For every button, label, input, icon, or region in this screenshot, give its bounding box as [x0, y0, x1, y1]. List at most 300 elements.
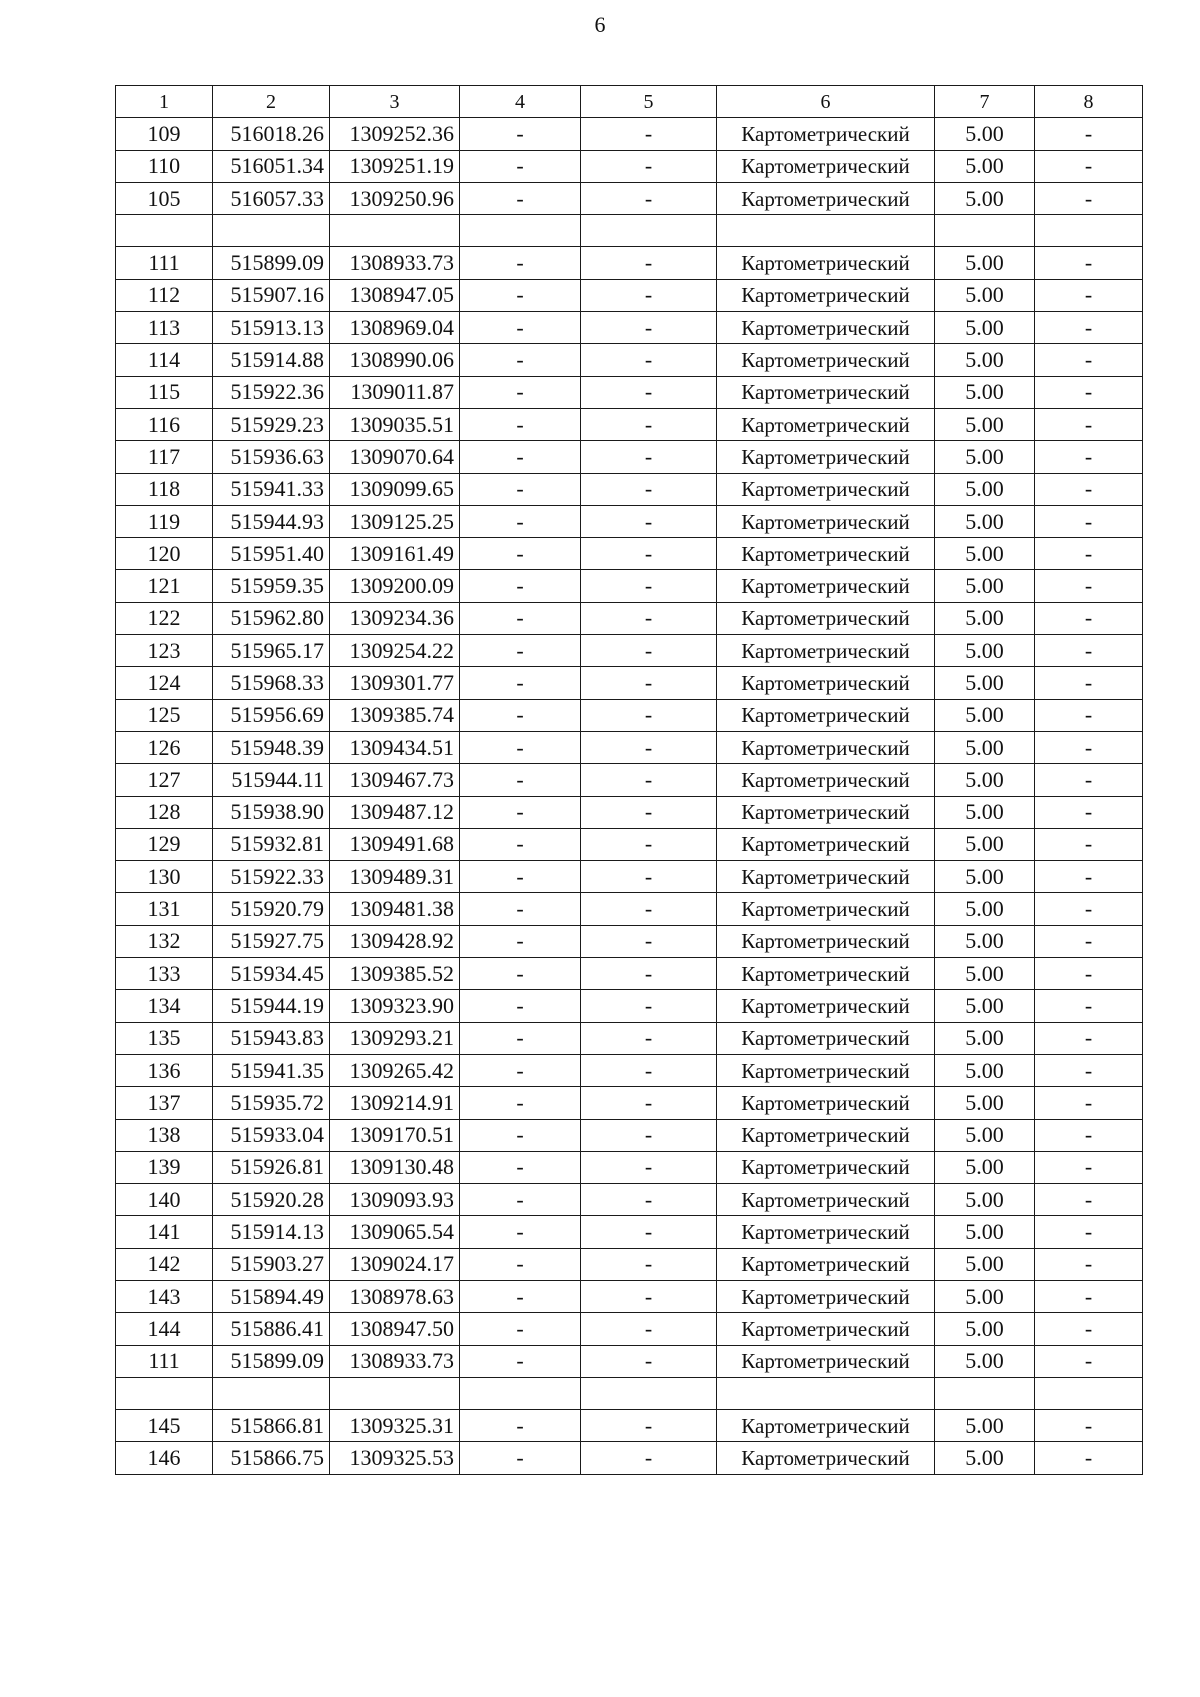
accuracy-cell: 5.00	[935, 344, 1035, 376]
column-8-cell: -	[1035, 344, 1143, 376]
column-5-cell: -	[581, 796, 717, 828]
accuracy-cell: 5.00	[935, 118, 1035, 150]
point-number-cell: 114	[116, 344, 213, 376]
y-coordinate-cell: 1308933.73	[330, 1345, 460, 1377]
method-cell: Картометрический	[717, 182, 935, 214]
table-row	[116, 408, 1143, 440]
column-5-cell: -	[581, 441, 717, 473]
column-5-cell: -	[581, 1022, 717, 1054]
y-coordinate-cell: 1309234.36	[330, 602, 460, 634]
accuracy-cell: 5.00	[935, 1022, 1035, 1054]
x-coordinate-cell: 515886.41	[213, 1313, 330, 1345]
method-cell: Картометрический	[717, 279, 935, 311]
y-coordinate-cell: 1309434.51	[330, 731, 460, 763]
column-8-cell: -	[1035, 150, 1143, 182]
method-cell: Картометрический	[717, 247, 935, 279]
y-coordinate-cell: 1308978.63	[330, 1280, 460, 1312]
method-cell: Картометрический	[717, 118, 935, 150]
point-number-cell: 130	[116, 861, 213, 893]
y-coordinate-cell: 1309170.51	[330, 1119, 460, 1151]
column-5-cell: -	[581, 1184, 717, 1216]
method-cell	[717, 215, 935, 247]
y-coordinate-cell	[330, 215, 460, 247]
point-number-cell	[116, 215, 213, 247]
method-cell: Картометрический	[717, 958, 935, 990]
column-4-cell: -	[460, 861, 581, 893]
x-coordinate-cell: 516018.26	[213, 118, 330, 150]
x-coordinate-cell: 515962.80	[213, 602, 330, 634]
y-coordinate-cell: 1309293.21	[330, 1022, 460, 1054]
x-coordinate-cell: 516051.34	[213, 150, 330, 182]
table-row	[116, 699, 1143, 731]
table-row	[116, 1345, 1143, 1377]
column-8-cell: -	[1035, 958, 1143, 990]
column-4-cell: -	[460, 1054, 581, 1086]
point-number-cell: 141	[116, 1216, 213, 1248]
method-cell: Картометрический	[717, 441, 935, 473]
point-number-cell: 116	[116, 408, 213, 440]
column-4-cell: -	[460, 828, 581, 860]
table-row	[116, 376, 1143, 408]
method-cell: Картометрический	[717, 1442, 935, 1474]
column-4-cell: -	[460, 925, 581, 957]
column-8-cell: -	[1035, 1280, 1143, 1312]
table-row	[116, 635, 1143, 667]
point-number-cell: 146	[116, 1442, 213, 1474]
column-4-cell: -	[460, 1280, 581, 1312]
accuracy-cell: 5.00	[935, 1216, 1035, 1248]
method-cell: Картометрический	[717, 1216, 935, 1248]
accuracy-cell: 5.00	[935, 1442, 1035, 1474]
column-5-cell: -	[581, 990, 717, 1022]
x-coordinate-cell: 515932.81	[213, 828, 330, 860]
column-8-cell: -	[1035, 473, 1143, 505]
column-5-cell: -	[581, 150, 717, 182]
accuracy-cell: 5.00	[935, 312, 1035, 344]
method-cell	[717, 1377, 935, 1409]
accuracy-cell: 5.00	[935, 441, 1035, 473]
y-coordinate-cell: 1309265.42	[330, 1054, 460, 1086]
method-cell: Картометрический	[717, 408, 935, 440]
column-5-cell: -	[581, 408, 717, 440]
column-4-cell: -	[460, 958, 581, 990]
y-coordinate-cell: 1309385.52	[330, 958, 460, 990]
column-5-cell: -	[581, 958, 717, 990]
table-row	[116, 1377, 1143, 1409]
accuracy-cell: 5.00	[935, 473, 1035, 505]
point-number-cell: 105	[116, 182, 213, 214]
table-row	[116, 925, 1143, 957]
column-4-cell: -	[460, 473, 581, 505]
column-5-cell: -	[581, 667, 717, 699]
x-coordinate-cell: 516057.33	[213, 182, 330, 214]
table-body	[116, 118, 1143, 1474]
x-coordinate-cell: 515922.36	[213, 376, 330, 408]
table-row	[116, 441, 1143, 473]
point-number-cell: 128	[116, 796, 213, 828]
table-row	[116, 1442, 1143, 1474]
y-coordinate-cell: 1309099.65	[330, 473, 460, 505]
column-4-cell: -	[460, 1442, 581, 1474]
method-cell: Картометрический	[717, 635, 935, 667]
column-4-cell: -	[460, 441, 581, 473]
x-coordinate-cell: 515938.90	[213, 796, 330, 828]
column-5-cell: -	[581, 570, 717, 602]
column-5-cell: -	[581, 1087, 717, 1119]
y-coordinate-cell: 1309250.96	[330, 182, 460, 214]
y-coordinate-cell: 1309024.17	[330, 1248, 460, 1280]
point-number-cell: 126	[116, 731, 213, 763]
column-5-cell: -	[581, 118, 717, 150]
column-8-cell: -	[1035, 1119, 1143, 1151]
column-4-cell: -	[460, 635, 581, 667]
method-cell: Картометрический	[717, 344, 935, 376]
column-4-cell: -	[460, 312, 581, 344]
method-cell: Картометрический	[717, 731, 935, 763]
x-coordinate-cell: 515941.35	[213, 1054, 330, 1086]
column-5-cell: -	[581, 344, 717, 376]
x-coordinate-cell: 515936.63	[213, 441, 330, 473]
accuracy-cell: 5.00	[935, 1410, 1035, 1442]
column-4-cell: -	[460, 1022, 581, 1054]
table-row	[116, 505, 1143, 537]
accuracy-cell: 5.00	[935, 635, 1035, 667]
accuracy-cell: 5.00	[935, 828, 1035, 860]
method-cell: Картометрический	[717, 1248, 935, 1280]
point-number-cell: 133	[116, 958, 213, 990]
method-cell: Картометрический	[717, 473, 935, 505]
column-5-cell: -	[581, 602, 717, 634]
table-row	[116, 1184, 1143, 1216]
column-8-cell: -	[1035, 796, 1143, 828]
table-row	[116, 344, 1143, 376]
column-8-cell: -	[1035, 408, 1143, 440]
column-5-cell: -	[581, 1248, 717, 1280]
table-row	[116, 958, 1143, 990]
accuracy-cell: 5.00	[935, 796, 1035, 828]
y-coordinate-cell: 1309467.73	[330, 764, 460, 796]
point-number-cell: 138	[116, 1119, 213, 1151]
column-header: 5	[581, 86, 717, 118]
table-row	[116, 1022, 1143, 1054]
table-row	[116, 667, 1143, 699]
x-coordinate-cell: 515959.35	[213, 570, 330, 602]
y-coordinate-cell: 1309428.92	[330, 925, 460, 957]
x-coordinate-cell: 515935.72	[213, 1087, 330, 1119]
point-number-cell: 115	[116, 376, 213, 408]
method-cell: Картометрический	[717, 570, 935, 602]
point-number-cell: 137	[116, 1087, 213, 1119]
table-row	[116, 312, 1143, 344]
method-cell: Картометрический	[717, 376, 935, 408]
table-row	[116, 1054, 1143, 1086]
column-5-cell: -	[581, 247, 717, 279]
accuracy-cell: 5.00	[935, 1151, 1035, 1183]
y-coordinate-cell: 1309200.09	[330, 570, 460, 602]
accuracy-cell: 5.00	[935, 247, 1035, 279]
column-header: 3	[330, 86, 460, 118]
column-4-cell: -	[460, 1119, 581, 1151]
point-number-cell: 123	[116, 635, 213, 667]
column-8-cell: -	[1035, 925, 1143, 957]
column-8-cell: -	[1035, 441, 1143, 473]
method-cell: Картометрический	[717, 1087, 935, 1119]
accuracy-cell: 5.00	[935, 182, 1035, 214]
point-number-cell: 109	[116, 118, 213, 150]
x-coordinate-cell: 515914.13	[213, 1216, 330, 1248]
column-4-cell	[460, 1377, 581, 1409]
x-coordinate-cell: 515899.09	[213, 1345, 330, 1377]
y-coordinate-cell: 1309070.64	[330, 441, 460, 473]
point-number-cell: 110	[116, 150, 213, 182]
accuracy-cell: 5.00	[935, 699, 1035, 731]
accuracy-cell: 5.00	[935, 731, 1035, 763]
point-number-cell: 122	[116, 602, 213, 634]
x-coordinate-cell: 515965.17	[213, 635, 330, 667]
method-cell: Картометрический	[717, 150, 935, 182]
table-row	[116, 796, 1143, 828]
column-header: 7	[935, 86, 1035, 118]
column-4-cell: -	[460, 150, 581, 182]
column-4-cell: -	[460, 344, 581, 376]
column-5-cell: -	[581, 279, 717, 311]
method-cell: Картометрический	[717, 925, 935, 957]
table-row	[116, 279, 1143, 311]
column-4-cell: -	[460, 570, 581, 602]
method-cell: Картометрический	[717, 1022, 935, 1054]
method-cell: Картометрический	[717, 538, 935, 570]
method-cell: Картометрический	[717, 312, 935, 344]
x-coordinate-cell: 515968.33	[213, 667, 330, 699]
column-4-cell: -	[460, 247, 581, 279]
method-cell: Картометрический	[717, 1313, 935, 1345]
method-cell: Картометрический	[717, 505, 935, 537]
column-8-cell: -	[1035, 1022, 1143, 1054]
column-8-cell: -	[1035, 1345, 1143, 1377]
column-8-cell: -	[1035, 376, 1143, 408]
column-header: 4	[460, 86, 581, 118]
column-4-cell: -	[460, 505, 581, 537]
column-4-cell: -	[460, 408, 581, 440]
column-4-cell: -	[460, 1248, 581, 1280]
point-number-cell: 125	[116, 699, 213, 731]
column-8-cell: -	[1035, 893, 1143, 925]
x-coordinate-cell: 515926.81	[213, 1151, 330, 1183]
y-coordinate-cell: 1308933.73	[330, 247, 460, 279]
column-5-cell: -	[581, 473, 717, 505]
point-number-cell: 145	[116, 1410, 213, 1442]
column-header: 8	[1035, 86, 1143, 118]
column-8-cell: -	[1035, 1216, 1143, 1248]
column-5-cell: -	[581, 1119, 717, 1151]
x-coordinate-cell: 515920.28	[213, 1184, 330, 1216]
x-coordinate-cell: 515894.49	[213, 1280, 330, 1312]
column-8-cell: -	[1035, 182, 1143, 214]
accuracy-cell: 5.00	[935, 764, 1035, 796]
table-row	[116, 1313, 1143, 1345]
column-8-cell: -	[1035, 247, 1143, 279]
column-5-cell: -	[581, 1442, 717, 1474]
y-coordinate-cell: 1309161.49	[330, 538, 460, 570]
accuracy-cell	[935, 1377, 1035, 1409]
column-5-cell: -	[581, 731, 717, 763]
x-coordinate-cell: 515951.40	[213, 538, 330, 570]
method-cell: Картометрический	[717, 1280, 935, 1312]
accuracy-cell: 5.00	[935, 1345, 1035, 1377]
table-row	[116, 861, 1143, 893]
column-4-cell: -	[460, 667, 581, 699]
accuracy-cell: 5.00	[935, 1248, 1035, 1280]
method-cell: Картометрический	[717, 699, 935, 731]
accuracy-cell: 5.00	[935, 570, 1035, 602]
column-4-cell	[460, 215, 581, 247]
point-number-cell: 142	[116, 1248, 213, 1280]
column-4-cell: -	[460, 538, 581, 570]
accuracy-cell: 5.00	[935, 150, 1035, 182]
table-row	[116, 731, 1143, 763]
column-8-cell: -	[1035, 699, 1143, 731]
table-row	[116, 473, 1143, 505]
column-5-cell: -	[581, 182, 717, 214]
accuracy-cell: 5.00	[935, 408, 1035, 440]
column-5-cell: -	[581, 1280, 717, 1312]
table-row	[116, 570, 1143, 602]
point-number-cell: 140	[116, 1184, 213, 1216]
column-header: 6	[717, 86, 935, 118]
column-5-cell: -	[581, 1313, 717, 1345]
column-8-cell: -	[1035, 990, 1143, 1022]
column-4-cell: -	[460, 990, 581, 1022]
table-row	[116, 1248, 1143, 1280]
column-4-cell: -	[460, 118, 581, 150]
method-cell: Картометрический	[717, 1410, 935, 1442]
column-header: 2	[213, 86, 330, 118]
column-5-cell: -	[581, 505, 717, 537]
column-8-cell: -	[1035, 538, 1143, 570]
column-5-cell: -	[581, 1410, 717, 1442]
table-row	[116, 893, 1143, 925]
column-5-cell: -	[581, 312, 717, 344]
column-8-cell: -	[1035, 602, 1143, 634]
y-coordinate-cell: 1309252.36	[330, 118, 460, 150]
y-coordinate-cell: 1308947.50	[330, 1313, 460, 1345]
method-cell: Картометрический	[717, 764, 935, 796]
x-coordinate-cell	[213, 215, 330, 247]
point-number-cell: 127	[116, 764, 213, 796]
column-8-cell: -	[1035, 312, 1143, 344]
x-coordinate-cell: 515907.16	[213, 279, 330, 311]
point-number-cell: 112	[116, 279, 213, 311]
accuracy-cell: 5.00	[935, 1119, 1035, 1151]
x-coordinate-cell: 515944.93	[213, 505, 330, 537]
column-4-cell: -	[460, 1345, 581, 1377]
y-coordinate-cell: 1308969.04	[330, 312, 460, 344]
x-coordinate-cell: 515914.88	[213, 344, 330, 376]
x-coordinate-cell: 515956.69	[213, 699, 330, 731]
column-4-cell: -	[460, 893, 581, 925]
column-4-cell: -	[460, 1216, 581, 1248]
y-coordinate-cell: 1309323.90	[330, 990, 460, 1022]
method-cell: Картометрический	[717, 602, 935, 634]
x-coordinate-cell: 515934.45	[213, 958, 330, 990]
column-5-cell: -	[581, 1216, 717, 1248]
point-number-cell: 118	[116, 473, 213, 505]
column-4-cell: -	[460, 182, 581, 214]
accuracy-cell: 5.00	[935, 958, 1035, 990]
column-8-cell: -	[1035, 1313, 1143, 1345]
method-cell: Картометрический	[717, 828, 935, 860]
column-8-cell: -	[1035, 1248, 1143, 1280]
column-4-cell: -	[460, 1313, 581, 1345]
accuracy-cell: 5.00	[935, 925, 1035, 957]
y-coordinate-cell: 1309065.54	[330, 1216, 460, 1248]
table-row	[116, 1410, 1143, 1442]
table-row	[116, 118, 1143, 150]
method-cell: Картометрический	[717, 1184, 935, 1216]
x-coordinate-cell: 515899.09	[213, 247, 330, 279]
x-coordinate-cell: 515866.75	[213, 1442, 330, 1474]
column-4-cell: -	[460, 1151, 581, 1183]
column-8-cell: -	[1035, 828, 1143, 860]
column-5-cell: -	[581, 828, 717, 860]
column-5-cell: -	[581, 376, 717, 408]
column-4-cell: -	[460, 1410, 581, 1442]
accuracy-cell: 5.00	[935, 1054, 1035, 1086]
y-coordinate-cell: 1309093.93	[330, 1184, 460, 1216]
column-5-cell: -	[581, 764, 717, 796]
column-5-cell: -	[581, 861, 717, 893]
column-8-cell: -	[1035, 667, 1143, 699]
method-cell: Картометрический	[717, 861, 935, 893]
column-8-cell: -	[1035, 505, 1143, 537]
column-5-cell: -	[581, 635, 717, 667]
column-4-cell: -	[460, 279, 581, 311]
column-8-cell: -	[1035, 118, 1143, 150]
table-row	[116, 764, 1143, 796]
table-row	[116, 538, 1143, 570]
column-5-cell: -	[581, 1345, 717, 1377]
method-cell: Картометрический	[717, 1119, 935, 1151]
column-5-cell: -	[581, 893, 717, 925]
column-4-cell: -	[460, 796, 581, 828]
x-coordinate-cell: 515944.19	[213, 990, 330, 1022]
accuracy-cell: 5.00	[935, 602, 1035, 634]
y-coordinate-cell: 1309214.91	[330, 1087, 460, 1119]
accuracy-cell: 5.00	[935, 376, 1035, 408]
column-8-cell: -	[1035, 635, 1143, 667]
table-row	[116, 1151, 1143, 1183]
column-4-cell: -	[460, 731, 581, 763]
x-coordinate-cell: 515922.33	[213, 861, 330, 893]
column-5-cell	[581, 1377, 717, 1409]
table-row	[116, 150, 1143, 182]
column-8-cell: -	[1035, 764, 1143, 796]
method-cell: Картометрический	[717, 796, 935, 828]
column-8-cell: -	[1035, 1442, 1143, 1474]
accuracy-cell: 5.00	[935, 538, 1035, 570]
page-number: 6	[594, 12, 606, 37]
y-coordinate-cell: 1309011.87	[330, 376, 460, 408]
column-4-cell: -	[460, 699, 581, 731]
point-number-cell: 144	[116, 1313, 213, 1345]
y-coordinate-cell: 1309325.53	[330, 1442, 460, 1474]
column-4-cell: -	[460, 1087, 581, 1119]
table-row	[116, 182, 1143, 214]
point-number-cell: 129	[116, 828, 213, 860]
accuracy-cell: 5.00	[935, 667, 1035, 699]
accuracy-cell: 5.00	[935, 279, 1035, 311]
table-row	[116, 1119, 1143, 1151]
